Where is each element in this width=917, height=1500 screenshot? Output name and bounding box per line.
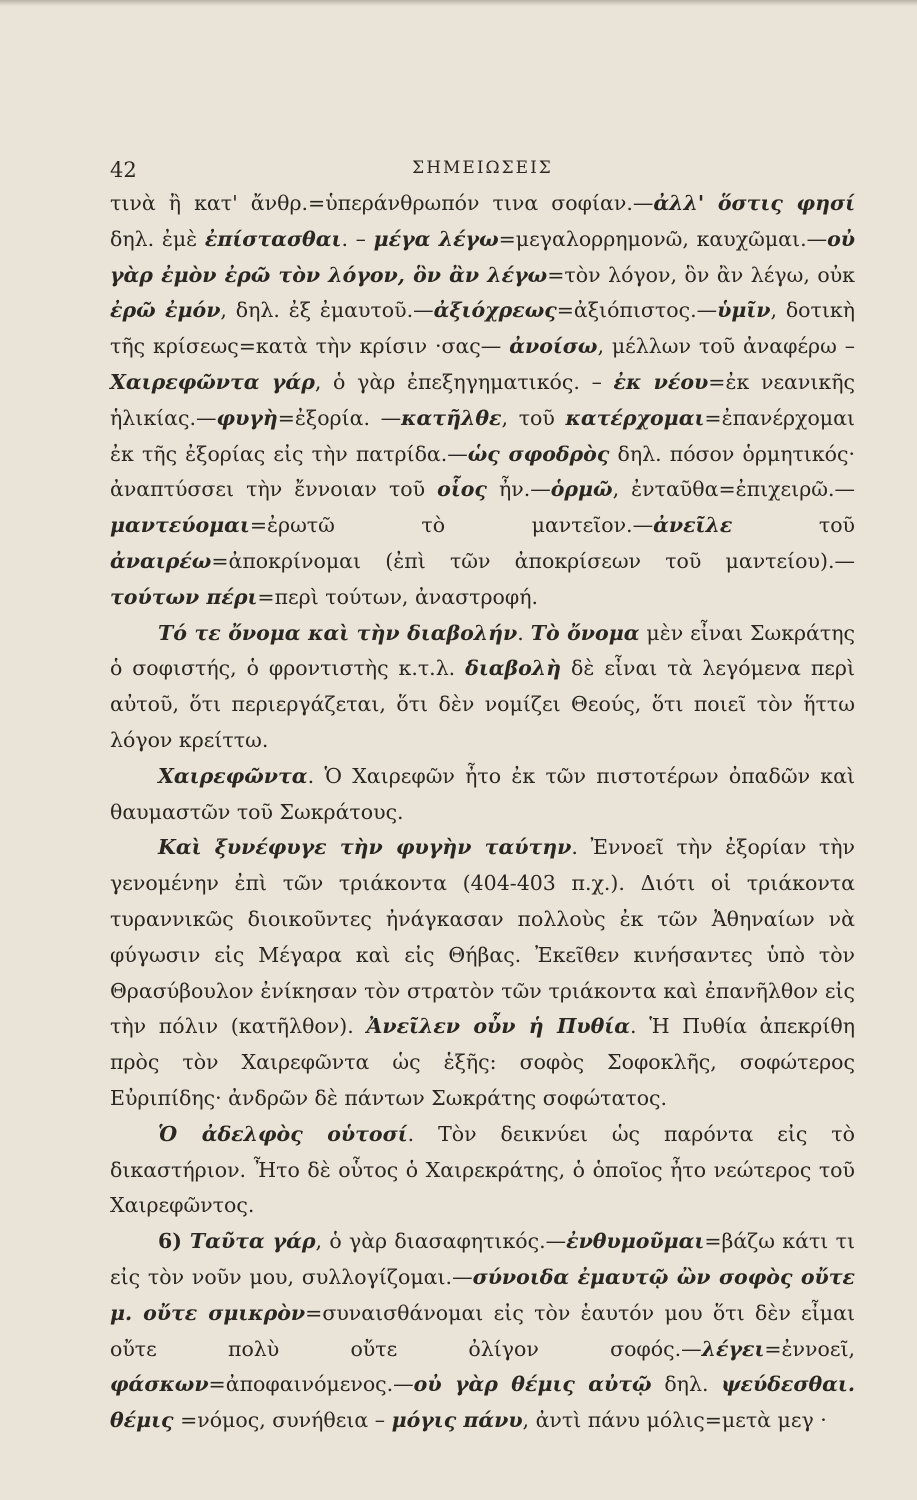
note-text: =ἐπανέρχομαι ἐκ τῆς ἐξορίας εἰς τὴν πατρίδα.— bbox=[110, 405, 855, 466]
lemma-term: Ἀνεῖλεν οὖν ἡ Πυθία bbox=[366, 1014, 630, 1039]
lemma-term: Τὸ ὄνομα bbox=[530, 620, 640, 645]
lemma-term: φυγὴ bbox=[216, 405, 278, 430]
note-text: . Τὸν δεικνύει ὡς παρόντα εἰς τὸ δικαστήριον. Ἦτο δὲ οὗτος ὁ Χαιρεκράτης, ὁ ὁποῖος ἦτο νεώτερος τοῦ Χαιρεφῶντος. bbox=[110, 1121, 855, 1218]
lemma-term: οὐ γὰρ θέμις αὐτῷ bbox=[413, 1372, 652, 1397]
lemma-term: ὑμῖν bbox=[717, 298, 771, 323]
lemma-term: φάσκων bbox=[110, 1372, 209, 1397]
lemma-term: ἀνεῖλε bbox=[653, 513, 733, 538]
running-title: ΣΗΜΕΙΩΣΕΙΣ bbox=[412, 158, 553, 178]
note-text: =περὶ τούτων, ἀναστροφή. bbox=[257, 584, 538, 609]
note-text: δηλ. πόσον ὁρμητικός· ἀναπτύσσει τὴν ἔννοιαν τοῦ bbox=[110, 441, 856, 502]
lemma-term: ἐπίστασθαι bbox=[204, 226, 342, 251]
note-text: . Ἐννοεῖ τὴν ἐξορίαν τὴν γενομένην ἐπὶ τῶν τριάκοντα (404-403 π.χ.). Διότι οἱ τριάκοντα τυραννικῶς διοικοῦντες ἠνάγκασαν πολλοὺς ἐκ τῶν Ἀθηναίων νὰ φύγωσιν εἰς Μέγαρα καὶ εἰς Θήβας. Ἐκεῖθεν κινήσαντες ὑπὸ τὸν Θρασύβουλον ἐνίκησαν τὸν στρατὸν τῶν τριάκοντα καὶ ἐπανῆλθον εἰς τὴν πόλιν (κατῆλθον). bbox=[110, 835, 855, 1039]
note-text: , ὁ γὰρ διασαφητικός.— bbox=[315, 1229, 567, 1254]
lemma-term: Ὁ ἀδελφὸς οὑτοσί bbox=[158, 1121, 408, 1146]
note-paragraph bbox=[110, 1117, 855, 1224]
page-number: 42 bbox=[110, 158, 137, 182]
note-text: =τὸν λόγον, ὃν ἂν λέγω, οὐκ bbox=[547, 262, 855, 287]
lemma-term: διαβολὴ bbox=[465, 656, 562, 681]
note-paragraph bbox=[110, 616, 855, 759]
note-text: =ἀποφαινόμενος.— bbox=[208, 1372, 414, 1397]
note-text: . Ὁ Χαιρεφῶν ἦτο ἐκ τῶν πιστοτέρων ὀπαδῶν καὶ θαυμαστῶν τοῦ Σωκράτους. bbox=[110, 763, 855, 824]
lemma-term: ὡς σφοδρὸς bbox=[467, 441, 610, 466]
note-text: =ἐρωτῶ τὸ μαντεῖον.— bbox=[249, 513, 654, 538]
note-text: ἦν.— bbox=[486, 477, 551, 502]
lemma-term: σύνοιδα ἐμαυτῷ ὢν σοφὸς οὔτε μ. οὔτε σμικρὸν bbox=[110, 1264, 855, 1325]
note-text: τοῦ bbox=[732, 513, 856, 538]
lemma-term: μαντεύομαι bbox=[110, 513, 250, 538]
note-text: , δηλ. ἐξ ἐμαυτοῦ.— bbox=[220, 298, 434, 323]
note-paragraph bbox=[110, 830, 855, 1116]
lemma-term: οὐ γὰρ ἐμὸν ἐρῶ τὸν λόγον, ὃν ἂν λέγω bbox=[110, 226, 855, 287]
lemma-term: ὁρμῶ bbox=[550, 477, 613, 502]
note-text: =μεγαλορρημονῶ, καυχῶμαι.— bbox=[498, 226, 828, 251]
lemma-term: ἀλλ' ὅστις φησί bbox=[653, 191, 856, 215]
lemma-term: ἐρῶ ἐμόν bbox=[110, 298, 221, 323]
note-text: =νόμος, συνήθεια – bbox=[173, 1408, 392, 1433]
lemma-term: ἐνθυμοῦμαι bbox=[566, 1229, 705, 1254]
note-paragraph bbox=[110, 1224, 855, 1439]
note-text: . – bbox=[341, 226, 374, 251]
note-text: . Ἡ Πυθία ἀπεκρίθη πρὸς τὸν Χαιρεφῶντα ὡς ἑξῆς: σοφὸς Σοφοκλῆς, σοφώτερος Εὐριπίδης· ἀνδρῶν δὲ πάντων Σωκράτης σοφώτατος. bbox=[110, 1014, 855, 1110]
lemma-term: κατέρχομαι bbox=[565, 405, 705, 430]
lemma-term: οἷος bbox=[437, 477, 487, 502]
note-text: δηλ. bbox=[651, 1372, 722, 1397]
lemma-term: Χαιρεφῶντα γάρ bbox=[110, 369, 315, 394]
note-text: τινὰ ἢ κατ' ἄνθρ.=ὑπεράνθρωπόν τινα σοφίαν.— bbox=[110, 191, 654, 215]
footnote-marker: 6) bbox=[158, 1229, 190, 1254]
note-text: . bbox=[517, 620, 531, 645]
page-edge bbox=[0, 0, 917, 6]
note-text: , δοτικὴ τῆς κρίσεως=κατὰ τὴν κρίσιν ·σας— bbox=[110, 298, 855, 359]
lemma-term: μέγα λέγω bbox=[373, 226, 499, 251]
lemma-term: μόγις πάνυ bbox=[391, 1408, 523, 1433]
note-text: =ἐξορία. — bbox=[277, 405, 402, 430]
note-text: =συναισθάνομαι εἰς τὸν ἑαυτόν μου ὅτι δὲν εἶμαι οὔτε πολὺ οὔτε ὀλίγον σοφός.— bbox=[110, 1300, 855, 1361]
note-text: =ἐννοεῖ, bbox=[764, 1336, 855, 1361]
lemma-term: ἐκ νέου bbox=[613, 369, 709, 394]
lemma-term: ἀναιρέω bbox=[110, 548, 212, 573]
note-text: =βάζω κάτι τι εἰς τὸν νοῦν μου, συλλογίζομαι.— bbox=[110, 1229, 855, 1289]
note-text: δηλ. ἐμὲ bbox=[110, 226, 205, 251]
lemma-term: ἀνοίσω bbox=[509, 334, 598, 359]
lemma-term: Χαιρεφῶντα bbox=[158, 763, 308, 788]
lemma-term: Τό τε ὄνομα καὶ τὴν διαβολήν bbox=[158, 620, 518, 645]
note-text: =ἐκ νεανικῆς ἡλικίας.— bbox=[110, 369, 855, 430]
lemma-term: τούτων πέρι bbox=[110, 584, 258, 609]
note-text: , ὁ γὰρ ἐπεξηγηματικός. – bbox=[314, 369, 614, 394]
lemma-term: ψεύδεσθαι. θέμις bbox=[110, 1372, 855, 1433]
lemma-term: κατῆλθε bbox=[401, 405, 502, 430]
note-text: , ἀντὶ πάνυ μόλις=μετὰ μεγ · bbox=[522, 1408, 827, 1433]
lemma-term: ἀξιόχρεως bbox=[433, 298, 557, 323]
note-text: =ἀξιόπιστος.— bbox=[556, 298, 718, 323]
note-text: , μέλλων τοῦ ἀναφέρω – bbox=[597, 334, 855, 359]
note-text: , ἐνταῦθα=ἐπιχειρῶ.— bbox=[612, 477, 856, 502]
note-text: , τοῦ bbox=[501, 405, 566, 430]
lemma-term: Καὶ ξυνέφυγε τὴν φυγὴν ταύτην bbox=[158, 835, 572, 860]
note-text: =ἀποκρίνομαι (ἐπὶ τῶν ἀποκρίσεων τοῦ μαντείου).— bbox=[211, 548, 855, 573]
note-paragraph bbox=[110, 759, 855, 831]
lemma-term: λέγει bbox=[701, 1336, 765, 1361]
note-text: δὲ εἶναι τὰ λεγόμενα περὶ αὐτοῦ, ὅτι περιεργάζεται, ὅτι δὲν νομίζει Θεούς, ὅτι ποιεῖ τὸν ἥττω λόγον κρείττω. bbox=[110, 656, 856, 752]
lemma-term: Ταῦτα γάρ bbox=[189, 1229, 316, 1254]
note-paragraph bbox=[110, 186, 855, 616]
notes-body bbox=[110, 186, 855, 1439]
note-text: μὲν εἶναι Σωκράτης ὁ σοφιστής, ὁ φροντιστὴς κ.τ.λ. bbox=[110, 620, 856, 681]
